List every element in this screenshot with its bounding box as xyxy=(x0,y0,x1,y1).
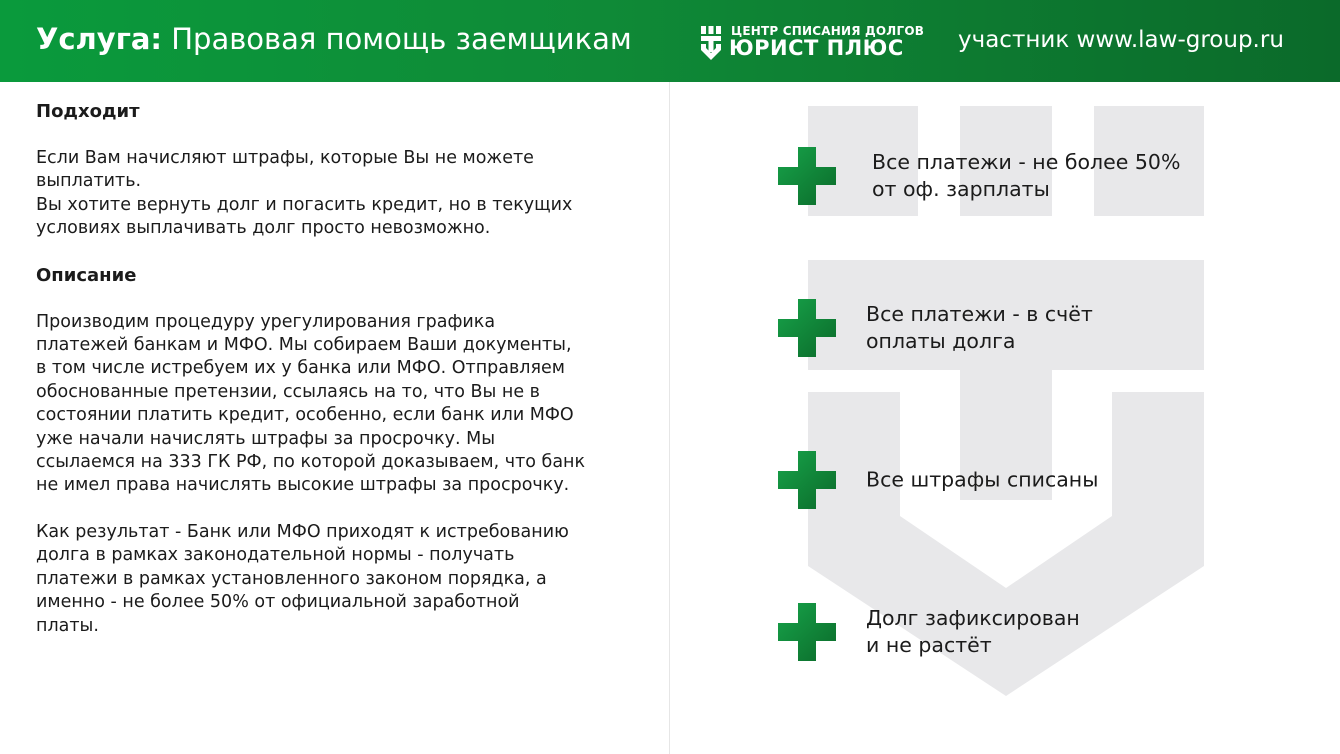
text-line: Производим процедуру урегулирования графика xyxy=(36,311,496,332)
text-line: ссылаемся на 333 ГК РФ, по которой доказываем, что банк xyxy=(36,452,586,473)
benefit-text xyxy=(872,149,1180,203)
service-description xyxy=(36,100,646,638)
logo-tagline: ЦЕНТР СПИСАНИЯ ДОЛГОВ xyxy=(731,24,925,38)
column-divider xyxy=(669,82,670,754)
fits-text xyxy=(36,147,646,241)
result-text xyxy=(36,521,646,638)
benefit-line: Все платежи - в счёт xyxy=(866,302,1093,326)
green-plus-icon xyxy=(778,451,836,509)
page-title-bold: Услуга: xyxy=(36,22,163,56)
text-line: обоснованные претензии, ссылаясь на то, что Вы не в xyxy=(36,381,540,402)
benefit-text xyxy=(866,467,1098,494)
text-line: условиях выплачивать долг просто невозможно. xyxy=(36,218,491,239)
text-line: в том числе истребуем их у банка или МФО. Отправляем xyxy=(36,358,565,379)
text-line: платы. xyxy=(36,615,99,636)
page-title xyxy=(36,22,632,56)
page-title-rest: Правовая помощь заемщикам xyxy=(171,22,632,56)
green-plus-icon xyxy=(778,299,836,357)
company-logo xyxy=(699,24,925,64)
text-line: долга в рамках законодательной нормы - получать xyxy=(36,545,515,566)
description-heading: Описание xyxy=(36,264,137,286)
text-line: состоянии платить кредит, особенно, если банк или МФО xyxy=(36,405,574,426)
logo-shield-icon xyxy=(699,26,723,60)
text-line: именно - не более 50% от официальной заработной xyxy=(36,592,520,613)
benefit-item xyxy=(778,451,1238,509)
text-line: Вы хотите вернуть долг и погасить кредит, но в текущих xyxy=(36,194,573,215)
benefit-item xyxy=(778,147,1238,205)
text-line: Если Вам начисляют штрафы, которые Вы не можете xyxy=(36,148,534,168)
benefit-line: Все штрафы списаны xyxy=(866,467,1099,492)
text-line: платежи в рамках установленного законом порядка, а xyxy=(36,568,547,589)
header-bar xyxy=(0,0,1340,82)
text-line: не имел права начислять высокие штрафы за просрочку. xyxy=(36,475,570,496)
benefit-item xyxy=(778,299,1238,357)
text-line: уже начали начислять штрафы за просрочку. Мы xyxy=(36,428,496,449)
benefit-line: и не растёт xyxy=(866,633,992,657)
green-plus-icon xyxy=(778,603,836,661)
green-plus-icon xyxy=(778,147,836,205)
text-line: платежей банкам и МФО. Мы собираем Ваши документы, xyxy=(36,335,572,356)
benefit-text xyxy=(866,605,1080,659)
benefit-line: Долг зафиксирован xyxy=(866,606,1080,630)
benefit-line: от оф. зарплаты xyxy=(872,177,1050,201)
text-line: Как результат - Банк или МФО приходят к истребованию xyxy=(36,521,569,542)
logo-name: ЮРИСТ ПЛЮС xyxy=(729,36,904,60)
benefit-text xyxy=(866,301,1093,355)
description-text xyxy=(36,311,646,498)
benefit-item xyxy=(778,603,1238,661)
fits-heading: Подходит xyxy=(36,101,140,122)
benefit-line: Все платежи - не более 50% xyxy=(872,150,1181,174)
benefit-line: оплаты долга xyxy=(866,329,1016,353)
member-website: участник www.law-group.ru xyxy=(958,27,1284,53)
text-line: выплатить. xyxy=(36,171,142,192)
